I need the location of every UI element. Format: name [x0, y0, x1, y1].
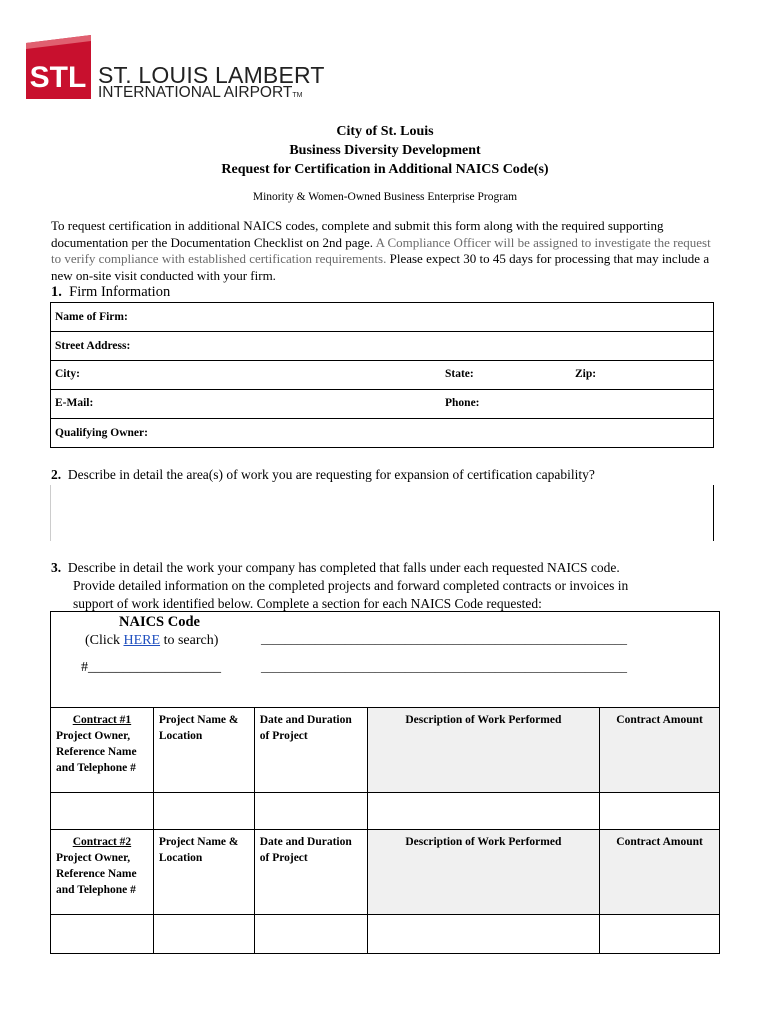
- contract-1-desc-header: Description of Work Performed: [367, 708, 600, 793]
- contract-2-header-row: [51, 830, 720, 915]
- section2-answer-box[interactable]: [50, 485, 714, 541]
- contract-2-entry-row: [51, 915, 720, 954]
- section3-question-line2: Provide detailed information on the completed projects and forward completed contracts or invoices in: [73, 578, 629, 593]
- firm-info-table: [50, 302, 714, 448]
- naics-search-link[interactable]: HERE: [123, 633, 161, 648]
- contract-2-desc-cell[interactable]: [367, 915, 600, 954]
- header-department: Business Diversity Development: [289, 143, 481, 158]
- header-city: City of St. Louis: [336, 124, 434, 139]
- program-name: Minority & Women-Owned Business Enterprise Program: [252, 191, 518, 203]
- contract-2-date-cell[interactable]: [254, 915, 367, 954]
- section2-question: 2. Describe in detail the area(s) of work you are requesting for expansion of certification capability?: [51, 467, 595, 482]
- contract-1-project-header: Project Name & Location: [153, 708, 254, 793]
- contract-2-desc-header: Description of Work Performed: [367, 830, 600, 915]
- contract-2-project-cell[interactable]: [153, 915, 254, 954]
- contract-1-amount-cell[interactable]: [600, 793, 720, 830]
- section3-question: 3. Describe in detail the work your company has completed that falls under each requested NAICS code.: [51, 560, 620, 575]
- contract-1-desc-cell[interactable]: [367, 793, 600, 830]
- contract-1-date-cell[interactable]: [254, 793, 367, 830]
- contract-1-entry-row: [51, 793, 720, 830]
- intro-paragraph: To request certification in additional NAICS codes, complete and submit this form along with the required supporting documentation per the Documentation Checklist on 2nd page. A Compliance Officer will be assigned to investigate the request to verify compliance with established certification requirements. Please expect 30 to 45 days for processing that may include a new on-site visit conducted with your firm.: [51, 218, 711, 283]
- contract-1-project-cell[interactable]: [153, 793, 254, 830]
- contract-2-amount-header: Contract Amount: [600, 830, 720, 915]
- city-state-zip-row[interactable]: [51, 361, 714, 390]
- phone-label: Phone:: [445, 397, 480, 409]
- contract-1-date-header: Date and Duration of Project: [254, 708, 367, 793]
- naics-code-box: [50, 611, 720, 708]
- contract-1-owner-cell[interactable]: [51, 793, 154, 830]
- header-form-title: Request for Certification in Additional NAICS Code(s): [221, 162, 549, 177]
- city-label: City:: [55, 368, 80, 380]
- naics-code-title: NAICS Code: [119, 614, 200, 630]
- contract-2-project-header: Project Name & Location: [153, 830, 254, 915]
- logo-text-line1: ST. LOUIS LAMBERT: [98, 62, 325, 88]
- section1-heading: 1. Firm Information: [51, 284, 171, 300]
- section3-question-line3: support of work identified below. Complete a section for each NAICS Code requested:: [73, 596, 542, 611]
- naics-description-line1[interactable]: _____________________________________________________________: [261, 632, 627, 646]
- naics-search-hint: (Click HERE to search): [85, 633, 219, 648]
- state-label: State:: [445, 368, 474, 380]
- contract-2-date-header: Date and Duration of Project: [254, 830, 367, 915]
- stl-logo-mark: [26, 35, 91, 99]
- contract-table: [50, 707, 720, 954]
- qualifying-owner-field[interactable]: Qualifying Owner:: [51, 419, 714, 448]
- contract-2-amount-cell[interactable]: [600, 915, 720, 954]
- logo-text-line2: INTERNATIONAL AIRPORTTM: [98, 84, 303, 101]
- trademark: TM: [292, 92, 303, 99]
- logo-mark-text: STL: [29, 61, 87, 94]
- contract-2-owner-cell[interactable]: [51, 915, 154, 954]
- contract-2-owner-header: Contract #2 Project Owner, Reference Name and Telephone #: [51, 830, 154, 915]
- street-address-field[interactable]: Street Address:: [51, 332, 714, 361]
- email-phone-row[interactable]: [51, 390, 714, 419]
- email-label: E-Mail:: [55, 397, 94, 409]
- naics-description-line2[interactable]: _____________________________________________________________: [261, 660, 627, 674]
- contract-1-header-row: [51, 708, 720, 793]
- firm-name-field[interactable]: Name of Firm:: [51, 303, 714, 332]
- naics-code-input[interactable]: #___________________: [81, 660, 221, 675]
- contract-1-owner-header: Contract #1 Project Owner, Reference Name and Telephone #: [51, 708, 154, 793]
- zip-label: Zip:: [575, 368, 597, 380]
- contract-1-amount-header: Contract Amount: [600, 708, 720, 793]
